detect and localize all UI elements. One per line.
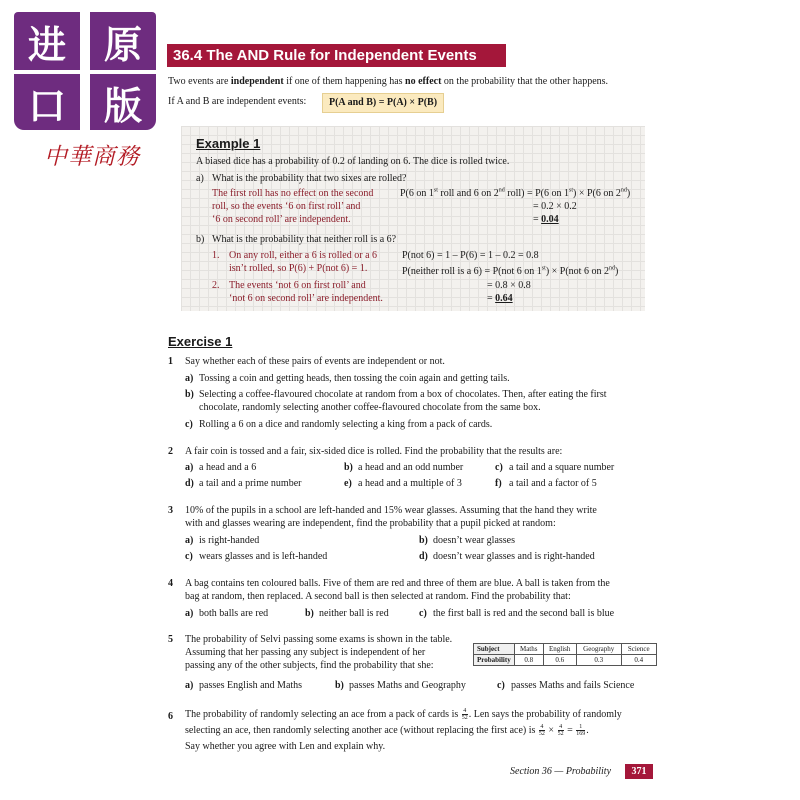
example-qb-n1: 1. [212,250,220,261]
q2-text: A fair coin is tossed and a fair, six-sided dice is rolled. Find the probability that the results are: [185,446,563,457]
page-number: 371 [625,764,653,779]
q1-b-label: b) [185,389,194,400]
example-qa-answer: = 0.04 [533,214,559,225]
footer-section-label: Section 36 — Probability [510,766,612,777]
example-qb-work-1: P(not 6) = 1 – P(6) = 1 – 0.2 = 0.8 [402,250,539,261]
q2-d: a tail and a prime number [199,478,302,489]
example-heading: Example 1 [196,136,261,151]
example-intro: A biased dice has a probability of 0.2 of landing on 6. The dice is rolled twice. [196,156,510,167]
q3-b: doesn’t wear glasses [433,535,516,546]
q4-a-label: a) [185,608,194,619]
q4-text-2: bag at random, then replaced. A second ball is then selected at random. Find the probability that: [185,591,571,602]
q3-a: is right-handed [199,535,260,546]
q2-f-label: f) [495,478,502,489]
q2-c-label: c) [495,462,503,473]
example-qb-note1-1: On any roll, either a 6 is rolled or a 6 [229,250,378,261]
q4-b: neither ball is red [319,608,389,619]
table-cell: 0.6 [543,655,576,666]
q1-text: Say whether each of these pairs of events are independent or not. [185,356,445,367]
table-cell: Geography [576,644,621,655]
example-qb-note1-2: isn’t rolled, so P(6) + P(not 6) = 1. [229,263,368,274]
example-qb-n2: 2. [212,280,220,291]
example-qb-work-2: P(neither roll is a 6) = P(not 6 on 1st) × P(not 6 on 2nd) [402,265,619,277]
exercise-heading: Exercise 1 [168,334,233,349]
q3-d-label: d) [419,551,428,562]
example-qa-label: a) [196,173,204,184]
q2-d-label: d) [185,478,194,489]
fraction: $\frac{4}{52}$ [538,724,545,737]
q3-a-label: a) [185,535,194,546]
example-qa-question: What is the probability that two sixes are rolled? [212,173,407,184]
table-header-subject: Subject [474,644,515,655]
q5-text-2: Assuming that her passing any subject is independent of her [185,647,426,658]
q2-e-label: e) [344,478,352,489]
q5-number: 5 [168,634,173,645]
q3-c: wears glasses and is left-handed [199,551,328,562]
q6-number: 6 [168,711,173,722]
q2-a: a head and a 6 [199,462,257,473]
q1-a-label: a) [185,373,194,384]
q6-line-1: The probability of randomly selecting an ace from a pack of cards is $\frac{4}{52}$ . Len says the probability of randomly [185,708,622,721]
table-cell: Science [621,644,656,655]
logo-tile-3: 口 [14,74,80,130]
example-qa-work-2: = 0.2 × 0.2 [533,201,577,212]
fraction: $\frac{4}{52}$ [461,708,468,721]
table-row [474,655,657,666]
example-qb-work-3: = 0.8 × 0.8 [487,280,531,291]
example-qb-answer: = 0.64 [487,293,513,304]
table-cell: 0.8 [514,655,543,666]
q1-c-label: c) [185,419,193,430]
q6-line-2: selecting an ace, then randomly selecting another ace (without replacing the first ace) is $\frac{4}{52}$ × $\frac{4}{52}$ = $\frac{1}{169}$ . [185,724,589,737]
table-cell: 0.4 [621,655,656,666]
example-qb-question: What is the probability that neither roll is a 6? [212,234,397,245]
q5-c-label: c) [497,680,505,691]
probability-table [473,643,657,666]
q4-text-1: A bag contains ten coloured balls. Five of them are red and three of them are blue. A ball is taken from the [185,578,610,589]
example-qa-work-1: P(6 on 1st roll and 6 on 2nd roll) = P(6 on 1st) × P(6 on 2nd) [400,187,631,199]
logo-tile-2: 原 [90,12,156,70]
example-qb-label: b) [196,234,205,245]
q3-b-label: b) [419,535,428,546]
q2-e: a head and a multiple of 3 [358,478,462,489]
example-qa-note-3: ‘6 on second roll’ are independent. [212,214,351,225]
q3-number: 3 [168,505,173,516]
q2-number: 2 [168,446,173,457]
q2-b-label: b) [344,462,353,473]
q3-text-1: 10% of the pupils in a school are left-handed and 15% wear glasses. Assuming that the hand they write [185,505,597,516]
q1-b-2: chocolate, randomly selecting another coffee-flavoured chocolate from the same box. [199,402,541,413]
q2-b: a head and an odd number [358,462,464,473]
q1-a: Tossing a coin and getting heads, then tossing the coin again and getting tails. [199,373,510,384]
fraction: $\frac{4}{52}$ [557,724,564,737]
table-cell: Maths [514,644,543,655]
q5-c: passes Maths and fails Science [511,680,635,691]
section-title: 36.4 The AND Rule for Independent Events [167,44,506,67]
q1-b-1: Selecting a coffee-flavoured chocolate at random from a box of chocolates. Then, after eating the first [199,389,607,400]
q2-f: a tail and a factor of 5 [509,478,597,489]
table-cell: English [543,644,576,655]
table-row [474,644,657,655]
q5-text-1: The probability of Selvi passing some exams is shown in the table. [185,634,453,645]
logo-tile-4: 版 [90,74,156,130]
q5-b-label: b) [335,680,344,691]
q4-a: both balls are red [199,608,269,619]
q1-number: 1 [168,356,173,367]
q2-c: a tail and a square number [509,462,615,473]
q4-c: the first ball is red and the second ball is blue [433,608,615,619]
q2-a-label: a) [185,462,194,473]
table-header-probability: Probability [474,655,515,666]
q5-text-3: passing any of the other subjects, find the probability that she: [185,660,434,671]
q3-d: doesn’t wear glasses and is right-handed [433,551,595,562]
q4-c-label: c) [419,608,427,619]
example-qa-note-1: The first roll has no effect on the second [212,188,374,199]
rule-formula: P(A and B) = P(A) × P(B) [322,93,444,113]
rule-lead: If A and B are independent events: [168,96,307,107]
fraction: $\frac{1}{169}$ [576,724,586,737]
q3-text-2: with and glasses wearing are independent, find the probability that a pupil picked at random: [185,518,556,529]
q4-number: 4 [168,578,173,589]
publisher-logo [14,12,156,172]
intro-text: Two events are independent if one of them happening has no effect on the probability that the other happens. [168,76,609,87]
example-qb-note2-1: The events ‘not 6 on first roll’ and [229,280,366,291]
example-qa-note-2: roll, so the events ‘6 on first roll’ and [212,201,361,212]
q5-a-label: a) [185,680,194,691]
logo-subtitle: 中華商務 [44,144,140,170]
logo-tile-1: 进 [14,12,80,70]
q4-b-label: b) [305,608,314,619]
q5-a: passes English and Maths [199,680,303,691]
table-cell: 0.3 [576,655,621,666]
q6-line-3: Say whether you agree with Len and explain why. [185,741,386,752]
q1-c: Rolling a 6 on a dice and randomly selecting a king from a pack of cards. [199,419,493,430]
example-qb-note2-2: ‘not 6 on second roll’ are independent. [229,293,383,304]
q5-b: passes Maths and Geography [349,680,466,691]
q3-c-label: c) [185,551,193,562]
